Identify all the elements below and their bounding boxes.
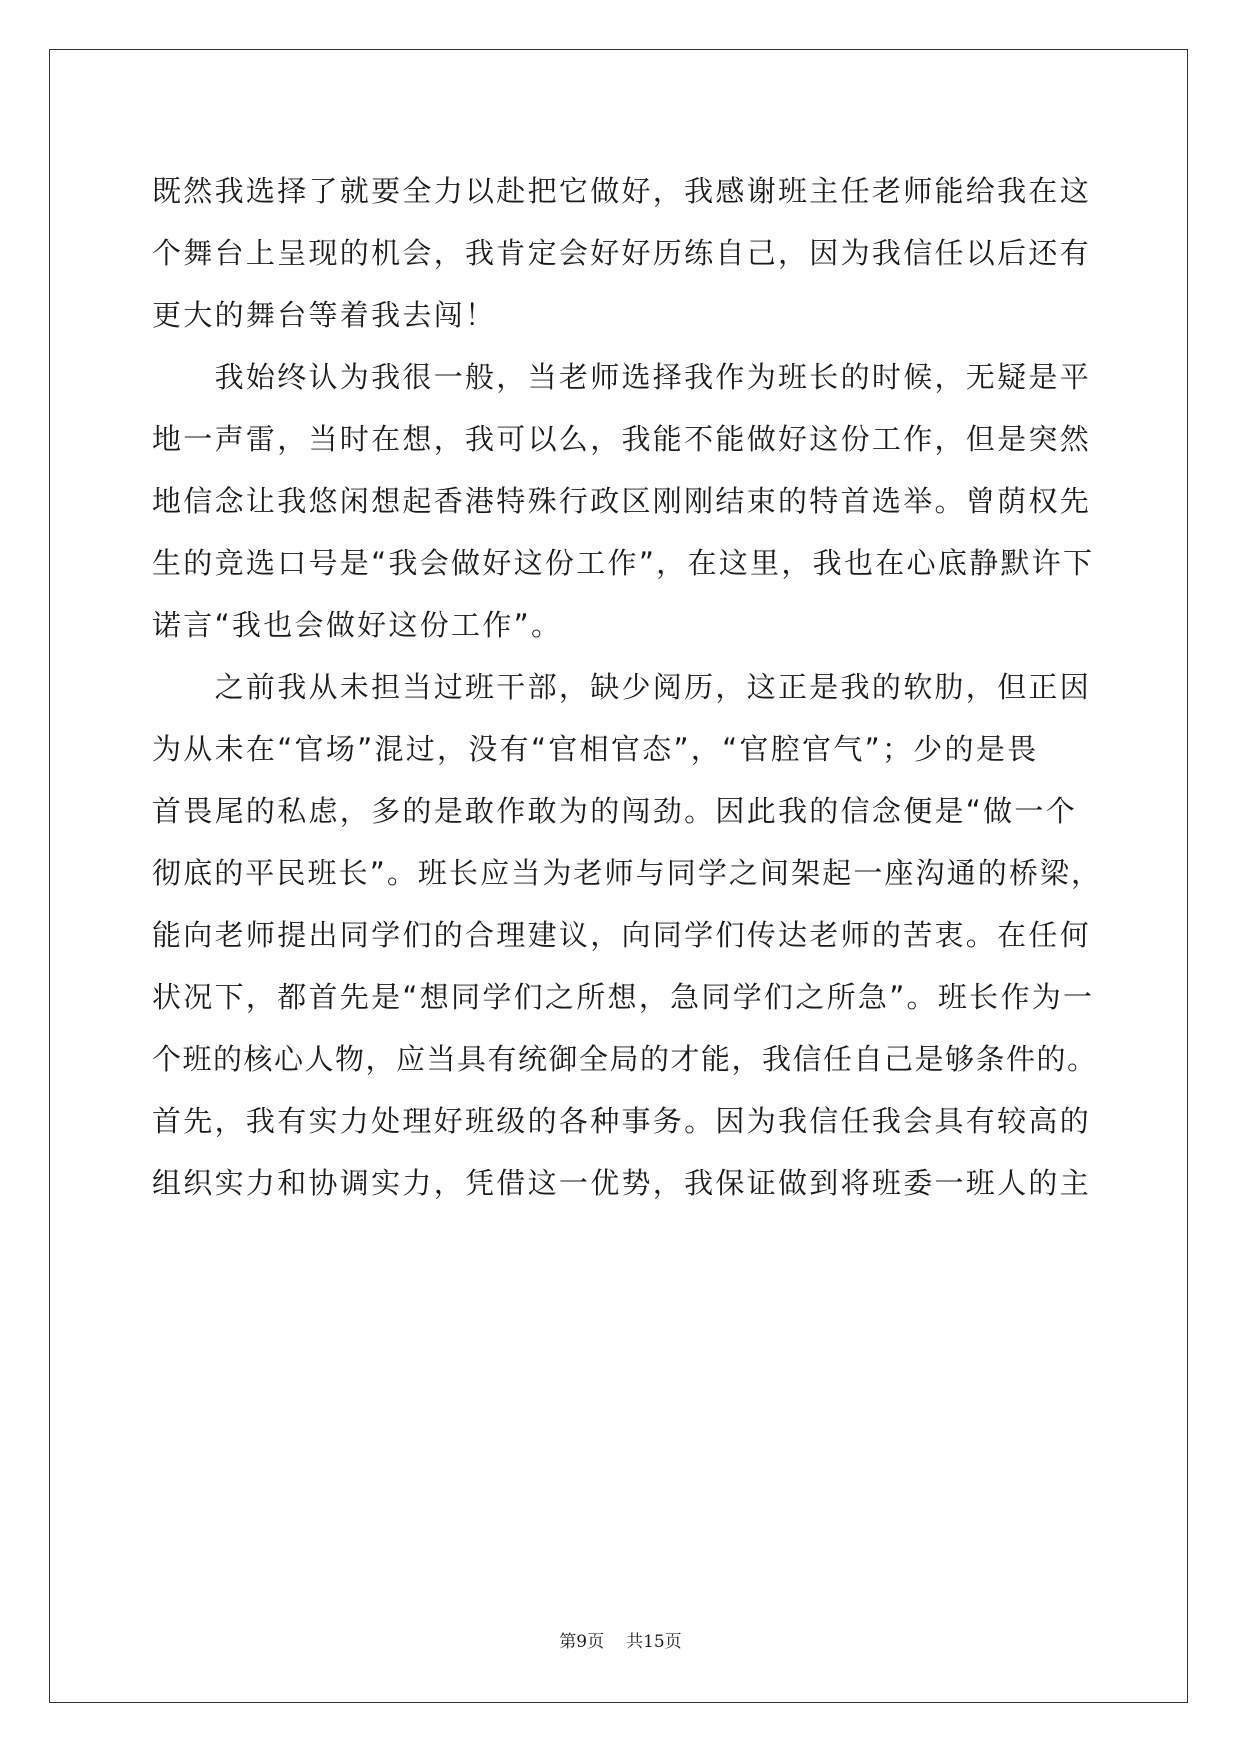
text-line: 地信念让我悠闲想起香港特殊行政区刚刚结束的特首选举。曾荫权先 bbox=[152, 484, 1092, 518]
text-line: 首畏尾的私虑，多的是敢作敢为的闯劲。因此我的信念便是“做一个 bbox=[152, 794, 1078, 828]
text-line: 之前我从未担当过班干部，缺少阅历，这正是我的软肋，但正因 bbox=[152, 670, 1092, 704]
text-line: 诺言“我也会做好这份工作”。 bbox=[152, 608, 563, 642]
page-total: 共15页 bbox=[626, 1632, 682, 1652]
document-body bbox=[152, 160, 1103, 1214]
text-line: 状况下，都首先是“想同学们之所想，急同学们之所急”。班长作为一 bbox=[152, 980, 1095, 1014]
text-line: 个班的核心人物，应当具有统御全局的才能，我信任自己是够条件的。 bbox=[152, 1042, 1098, 1076]
text-line: 能向老师提出同学们的合理建议，向同学们传达老师的苦衷。在任何 bbox=[152, 918, 1092, 952]
text-line: 为从未在“官场”混过，没有“官相官态”，“官腔官气”；少的是畏 bbox=[152, 732, 1039, 766]
text-line: 更大的舞台等着我去闯！ bbox=[152, 298, 497, 332]
text-line: 生的竞选口号是“我会做好这份工作”，在这里，我也在心底静默许下 bbox=[152, 546, 1095, 580]
text-line: 我始终认为我很一般，当老师选择我作为班长的时候，无疑是平 bbox=[152, 360, 1092, 394]
text-line: 彻底的平民班长”。班长应当为老师与同学之间架起一座沟通的桥梁， bbox=[152, 856, 1103, 890]
text-line: 地一声雷，当时在想，我可以么，我能不能做好这份工作，但是突然 bbox=[152, 422, 1092, 456]
text-line: 个舞台上呈现的机会，我肯定会好好历练自己，因为我信任以后还有 bbox=[152, 236, 1092, 270]
page-number: 第9页 bbox=[559, 1632, 605, 1652]
text-line: 首先，我有实力处理好班级的各种事务。因为我信任我会具有较高的 bbox=[152, 1104, 1092, 1138]
page-footer bbox=[0, 1627, 1241, 1652]
text-line: 组织实力和协调实力，凭借这一优势，我保证做到将班委一班人的主 bbox=[152, 1166, 1092, 1200]
text-line: 既然我选择了就要全力以赴把它做好，我感谢班主任老师能给我在这 bbox=[152, 174, 1092, 208]
